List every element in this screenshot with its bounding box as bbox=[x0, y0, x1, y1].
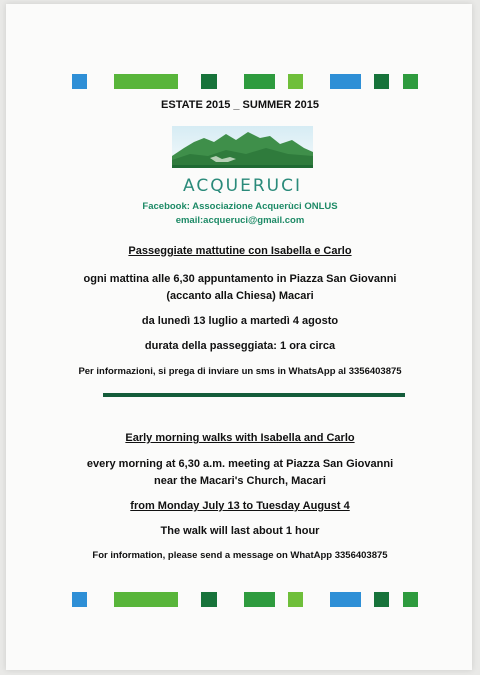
decor-square bbox=[403, 592, 418, 607]
decor-square bbox=[201, 592, 217, 607]
decor-square bbox=[288, 592, 303, 607]
decor-square bbox=[374, 592, 389, 607]
acqueruci-logo bbox=[170, 126, 315, 210]
facebook-contact: Facebook: Associazione Acquerùci ONLUS bbox=[142, 201, 338, 212]
bottom-decor-strip bbox=[0, 592, 480, 608]
decor-block bbox=[330, 592, 361, 607]
mountain-landscape-icon bbox=[170, 126, 315, 210]
email-contact[interactable]: email:acqueruci@gmail.com bbox=[175, 215, 305, 226]
decor-block bbox=[114, 74, 178, 89]
section-divider bbox=[103, 393, 405, 397]
decor-square bbox=[288, 74, 303, 89]
decor-square bbox=[374, 74, 389, 89]
italian-duration: durata della passeggiata: 1 ora circa bbox=[144, 340, 336, 352]
decor-square bbox=[403, 74, 418, 89]
season-header: ESTATE 2015 _ SUMMER 2015 bbox=[161, 99, 319, 111]
english-location-line: near the Macari's Church, Macari bbox=[154, 475, 326, 487]
decor-square bbox=[72, 74, 87, 89]
italian-meeting-line: ogni mattina alle 6,30 appuntamento in Piazza San Giovanni bbox=[83, 273, 397, 285]
english-info: For information, please send a message on WhatApp 3356403875 bbox=[92, 550, 388, 561]
english-dates: from Monday July 13 to Tuesday August 4 bbox=[130, 500, 350, 512]
italian-location-line: (accanto alla Chiesa) Macari bbox=[166, 290, 314, 302]
decor-square bbox=[72, 592, 87, 607]
italian-info: Per informazioni, si prega di inviare un sms in WhatsApp al 3356403875 bbox=[78, 366, 402, 377]
italian-dates: da lunedì 13 luglio a martedì 4 agosto bbox=[141, 315, 339, 327]
decor-block bbox=[114, 592, 178, 607]
english-title: Early morning walks with Isabella and Carlo bbox=[125, 432, 355, 444]
english-meeting-line: every morning at 6,30 a.m. meeting at Piazza San Giovanni bbox=[86, 458, 394, 470]
top-decor-strip bbox=[0, 74, 480, 90]
italian-title: Passeggiate mattutine con Isabella e Carlo bbox=[128, 245, 352, 257]
decor-square bbox=[201, 74, 217, 89]
decor-block bbox=[330, 74, 361, 89]
decor-block bbox=[244, 592, 275, 607]
decor-block bbox=[244, 74, 275, 89]
logo-wordmark: ACQUERUCI bbox=[183, 176, 302, 196]
english-duration: The walk will last about 1 hour bbox=[160, 525, 320, 537]
